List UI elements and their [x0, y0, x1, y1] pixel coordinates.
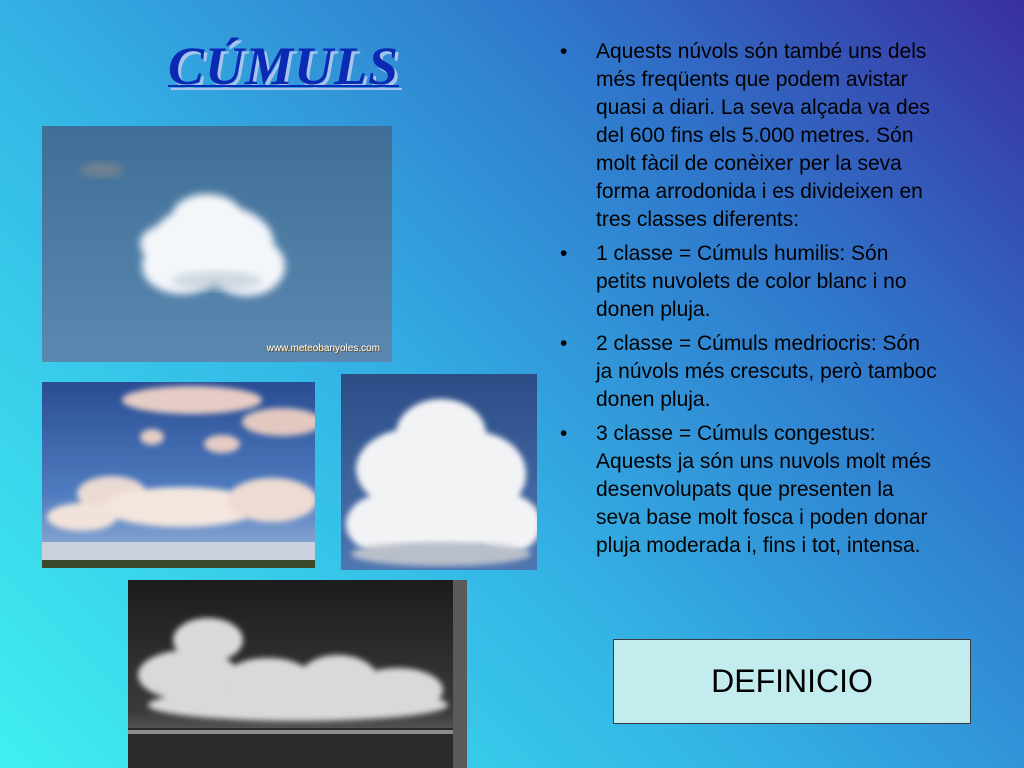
cumulus-humilis-photo — [42, 126, 392, 362]
cumulus-bw-photo — [128, 580, 467, 768]
slide-title: CÚMULS — [168, 36, 400, 96]
list-item: • Aquests núvols són també uns dels més freqüents que podem avistar quasi a diari. La seva alçada va des del 600 fins els 5.000 metres. Són molt fàcil de conèixer per la seva forma arrodonida i es divideixen en tres classes diferents: — [560, 40, 930, 231]
photo-watermark: www.meteobanyoles.com — [266, 343, 380, 354]
cumulus-mediocris-photo — [42, 382, 315, 568]
list-item: • 2 classe = Cúmuls medriocris: Són ja núvols més crescuts, però tamboc donen pluja. — [560, 332, 937, 411]
list-item: • 1 classe = Cúmuls humilis: Són petits nuvolets de color blanc i no donen pluja. — [560, 242, 907, 321]
cloud-description-list — [560, 38, 940, 566]
cumulus-congestus-photo — [341, 374, 537, 570]
list-item: • 3 classe = Cúmuls congestus: Aquests ja són uns nuvols molt més desenvolupats que presenten la seva base molt fosca i poden donar pluja moderada i, fins i tot, intensa. — [560, 422, 931, 557]
definicio-button[interactable]: DEFINICIO — [613, 639, 971, 724]
